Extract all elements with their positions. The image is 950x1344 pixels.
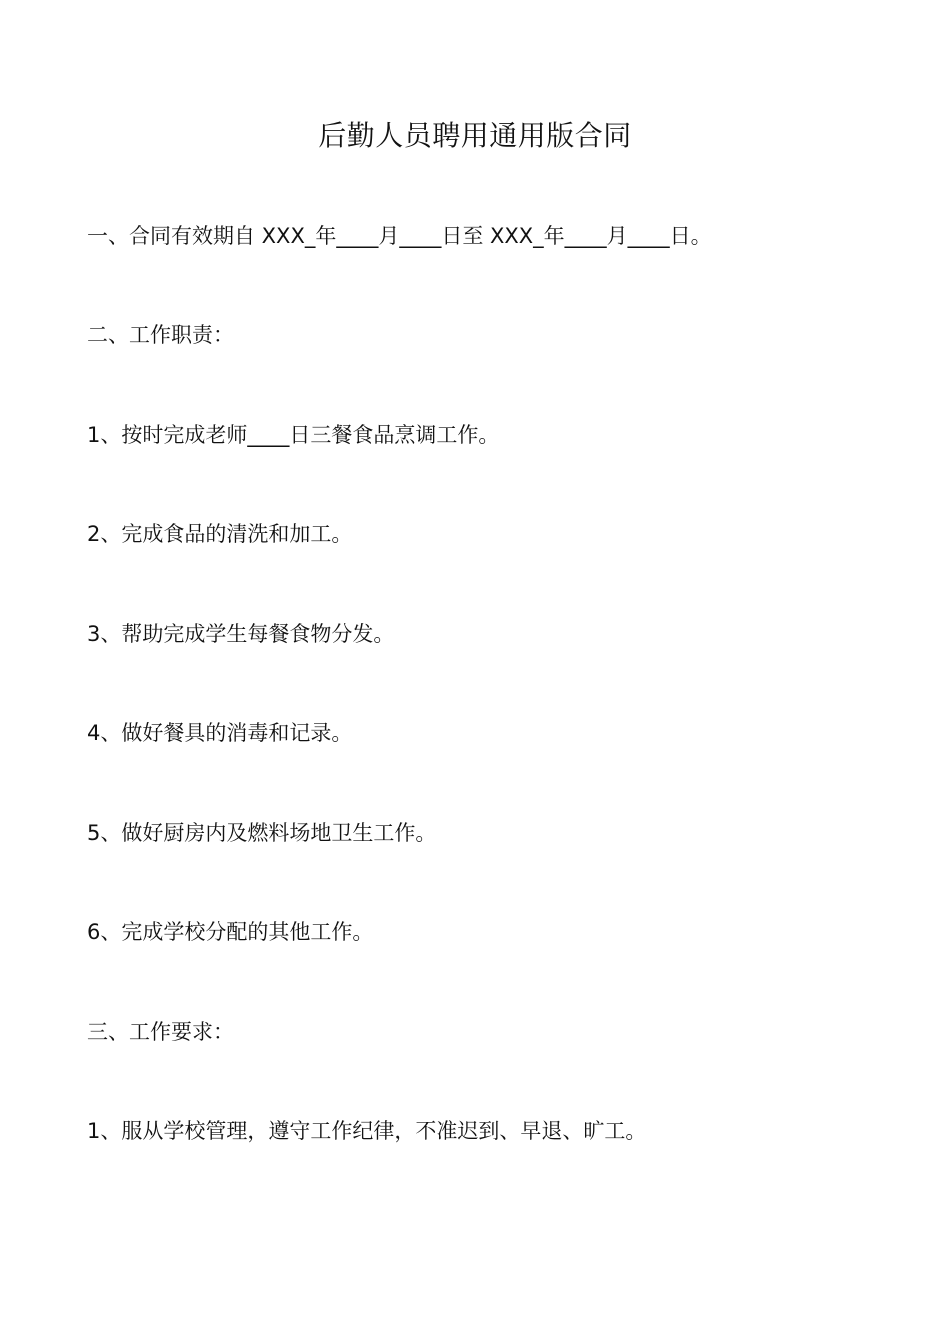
duty-item-5: 5、做好厨房内及燃料场地卫生工作。 xyxy=(87,821,437,845)
section-heading-duties: 二、工作职责： xyxy=(87,323,234,347)
duty-item-6: 6、完成学校分配的其他工作。 xyxy=(87,920,374,944)
contract-term-paragraph: 一、合同有效期自 XXX_年____月____日至 XXX_年____月____日。 xyxy=(87,224,712,248)
duty-item-4: 4、做好餐具的消毒和记录。 xyxy=(87,721,353,745)
duty-item-2: 2、完成食品的清洗和加工。 xyxy=(87,522,353,546)
section-heading-requirements: 三、工作要求： xyxy=(87,1020,234,1044)
duty-item-3: 3、帮助完成学生每餐食物分发。 xyxy=(87,622,395,646)
duty-item-1: 1、按时完成老师____日三餐食品烹调工作。 xyxy=(87,423,500,447)
requirement-item-1: 1、服从学校管理，遵守工作纪律，不准迟到、早退、旷工。 xyxy=(87,1119,647,1143)
document-title: 后勤人员聘用通用版合同 xyxy=(318,119,632,152)
